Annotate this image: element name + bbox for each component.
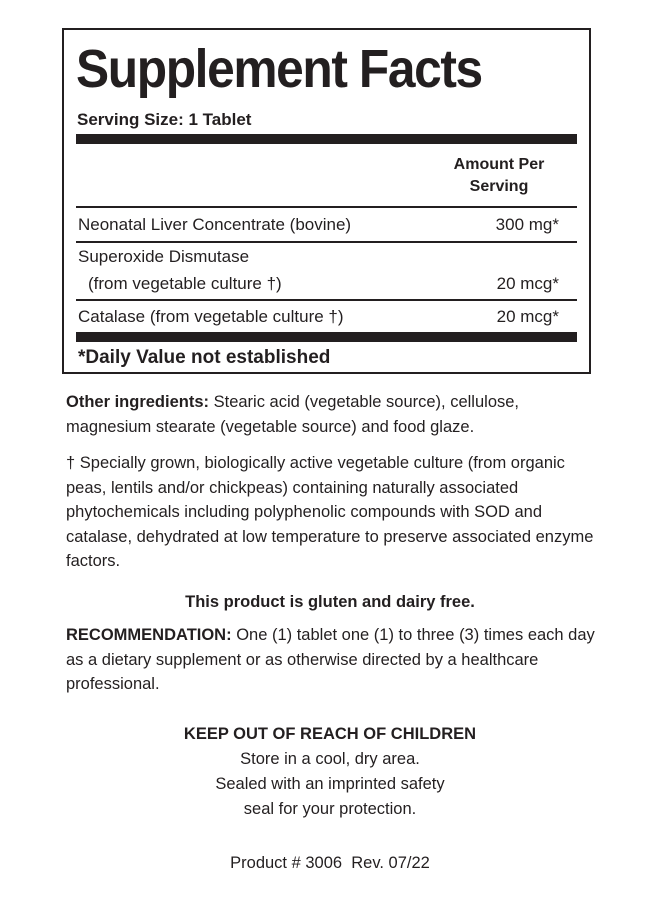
storage-line: Store in a cool, dry area.	[240, 750, 420, 768]
thin-divider	[76, 206, 577, 208]
thin-divider	[76, 299, 577, 301]
ingredient-amount: 300 mg*	[495, 215, 559, 234]
daily-value-note: *Daily Value not established	[78, 347, 331, 368]
serving-size: Serving Size: 1 Tablet	[77, 110, 252, 129]
other-ingredients-text: Stearic acid (vegetable source), cellulose, magnesium stearate (vegetable source) and food glaze.	[66, 393, 520, 436]
ingredient-amount: 20 mcg*	[496, 274, 559, 293]
thick-divider-bottom	[76, 332, 577, 342]
amount-per-serving-header	[439, 154, 559, 198]
gluten-statement: This product is gluten and dairy free.	[185, 593, 475, 611]
ingredient-name-line2: (from vegetable culture †)	[88, 274, 282, 293]
amount-header-line2: Serving	[469, 178, 529, 195]
seal-line-2: seal for your protection.	[243, 800, 417, 818]
ingredient-name: Neonatal Liver Concentrate (bovine)	[78, 215, 352, 234]
other-ingredients-heading: Other ingredients:	[66, 393, 210, 411]
seal-line: Sealed with an imprinted safety	[215, 775, 445, 793]
ingredient-name: Superoxide Dismutase	[78, 247, 250, 266]
recommendation	[66, 623, 596, 697]
recommendation-heading: RECOMMENDATION:	[66, 626, 232, 644]
warning-heading: KEEP OUT OF REACH OF CHILDREN	[183, 725, 477, 743]
product-footer: Product # 3006 Rev. 07/22	[230, 854, 430, 872]
other-ingredients	[66, 390, 596, 439]
amount-header-line1: Amount Per	[453, 156, 545, 173]
thick-divider-top	[76, 134, 577, 144]
recommendation-text: One (1) tablet one (1) to three (3) times each day as a dietary supplement or as otherwise directed by a healthcare professional.	[66, 626, 595, 693]
panel-title: Supplement Facts	[76, 39, 482, 99]
thin-divider	[76, 241, 577, 243]
culture-note: † Specially grown, biologically active vegetable culture (from organic peas, lentils and/or chickpeas) containing naturally associated phytochemicals including polyphenolic compounds with SOD and catalase, dehydrated at low temperature to preserve associated enzyme factors.	[66, 454, 594, 570]
ingredient-name: Catalase (from vegetable culture †)	[78, 307, 344, 326]
supplement-facts-panel	[62, 28, 591, 374]
ingredient-amount: 20 mcg*	[496, 307, 559, 326]
